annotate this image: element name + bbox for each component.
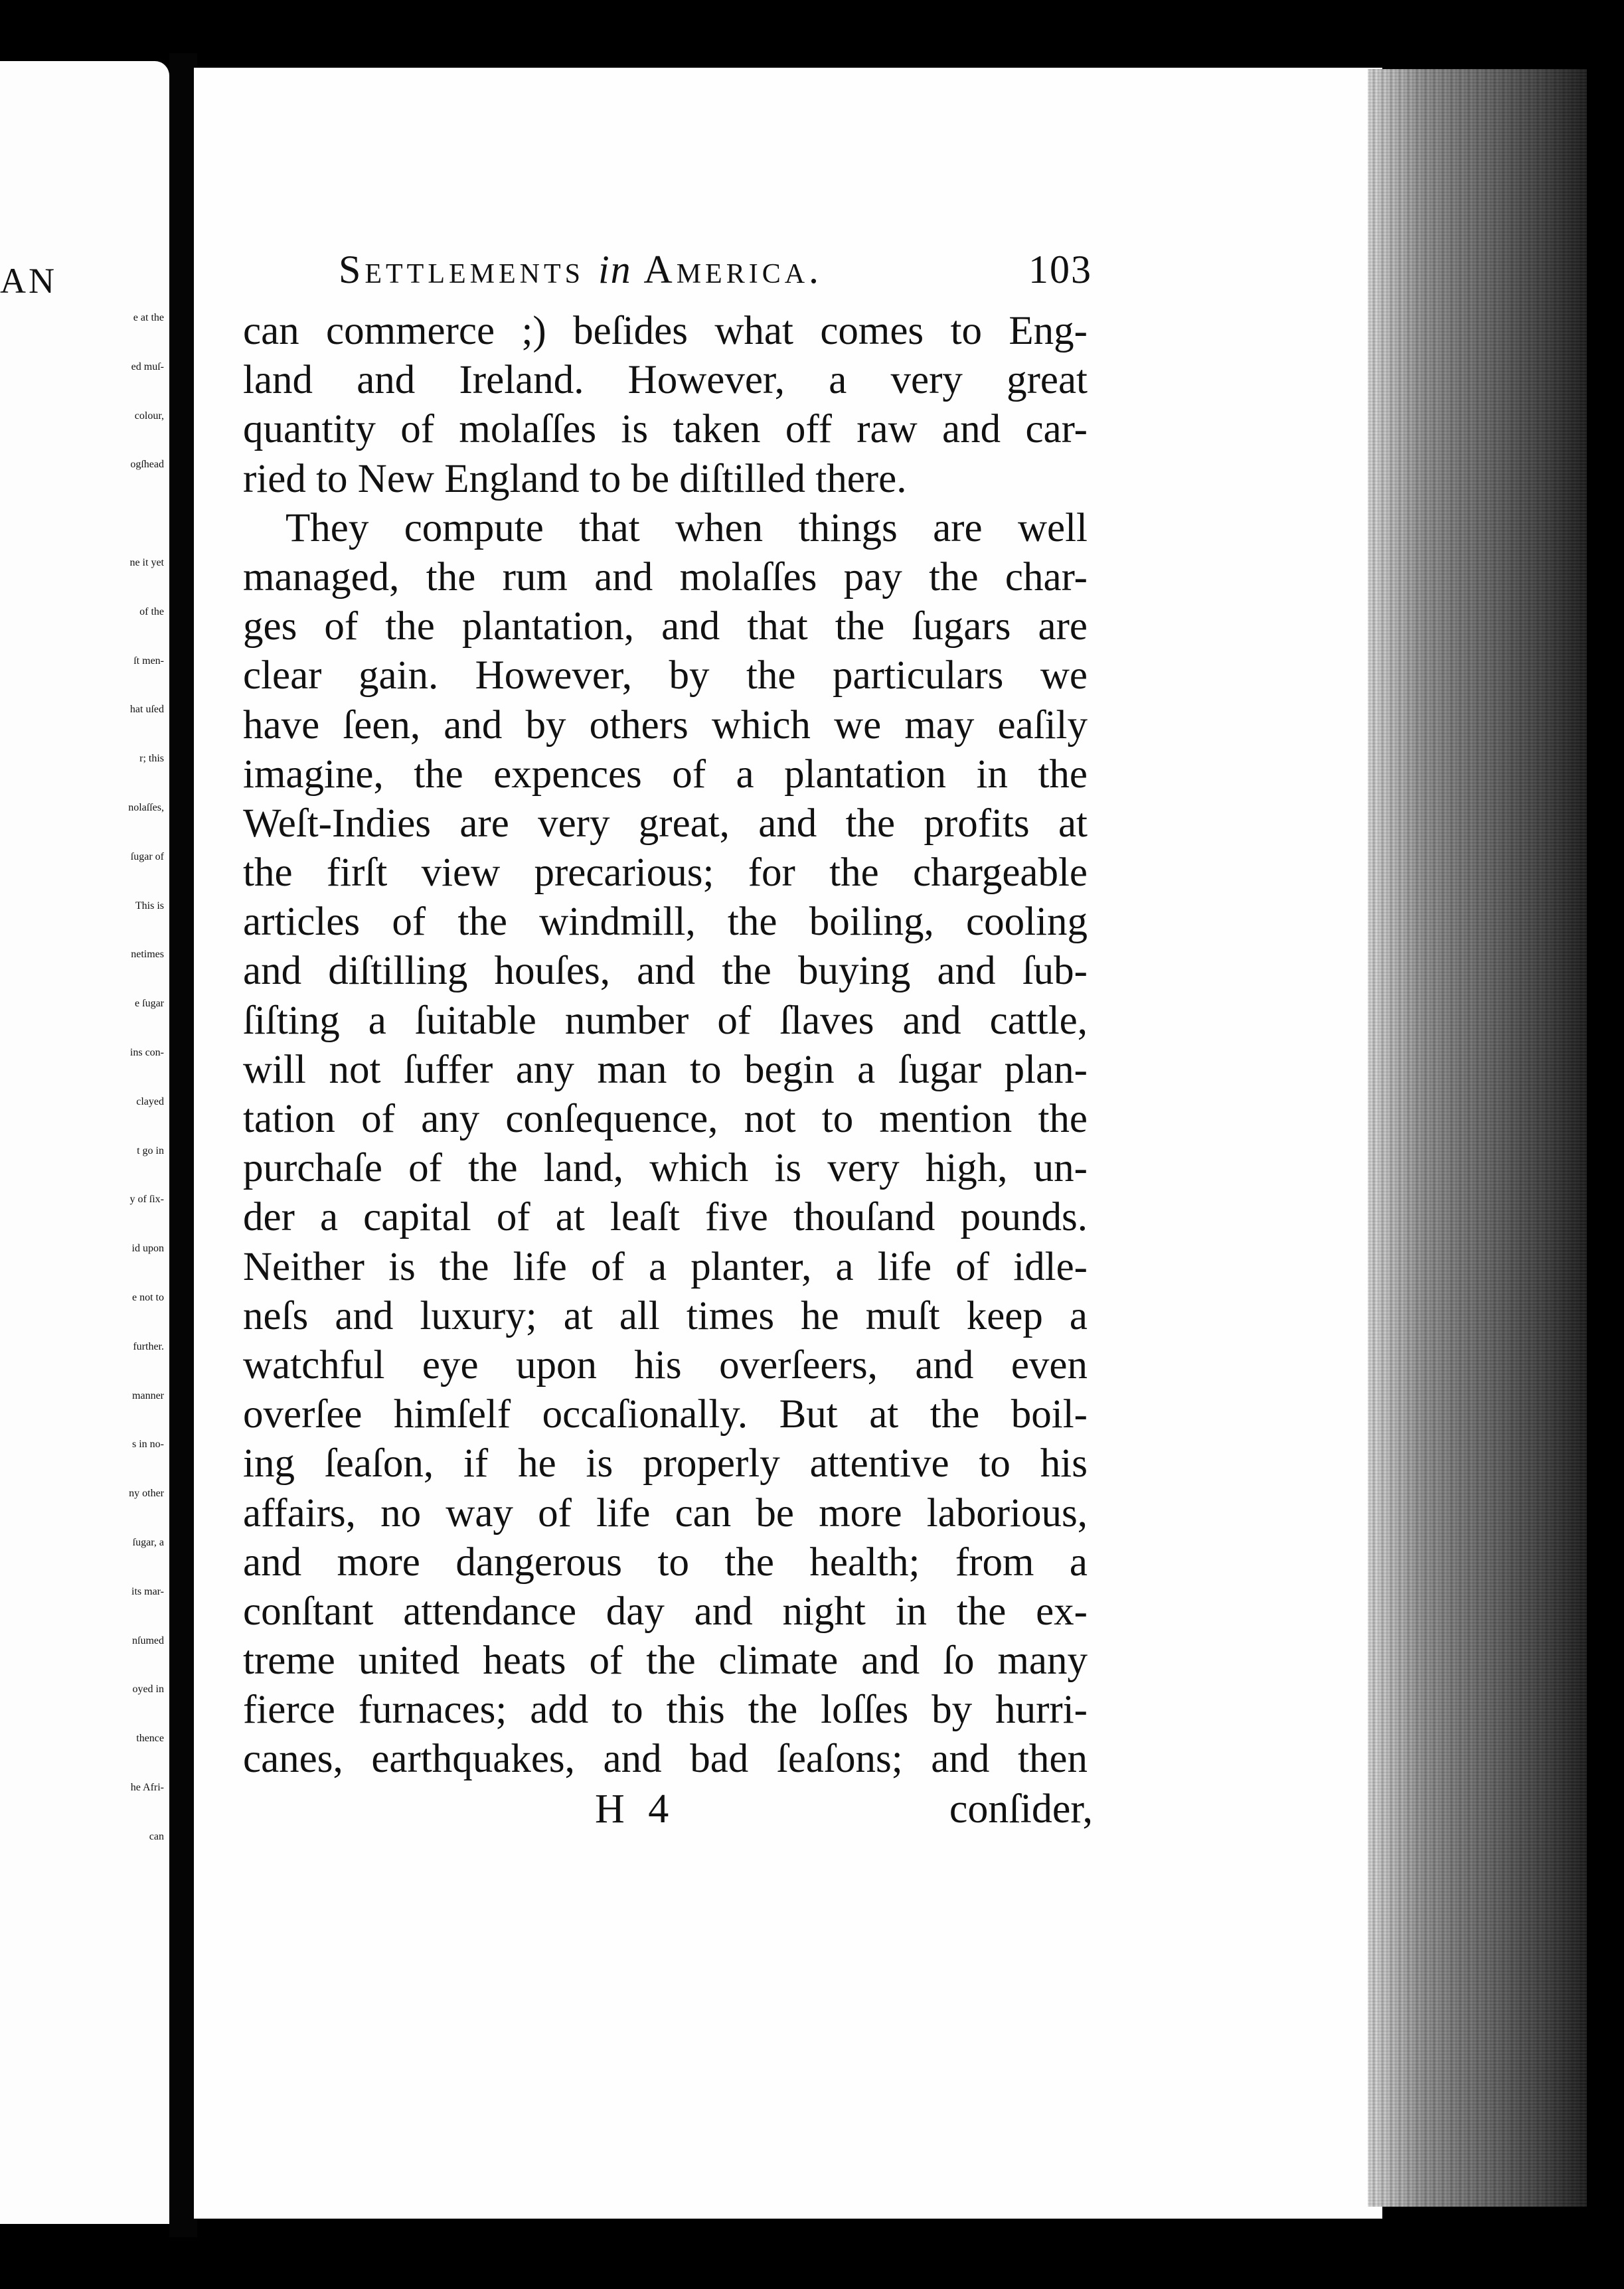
- left-text-line: ſugar, a: [132, 1536, 164, 1548]
- left-text-line: ogſhead: [130, 459, 164, 471]
- left-text-line: nolaſſes,: [128, 801, 164, 813]
- left-text-line: hat uſed: [129, 704, 164, 716]
- text-line: will not ſuffer any man to begin a ſugar plan-: [243, 1047, 1088, 1092]
- left-text-line: t go in: [137, 1144, 164, 1156]
- left-text-line: its mar-: [131, 1585, 164, 1597]
- running-head: [339, 247, 1092, 300]
- text-line: clear gain. However, by the particulars we: [243, 653, 1088, 698]
- text-line: and more dangerous to the health; from a: [243, 1539, 1088, 1585]
- text-line: land and Ireland. However, a very great: [243, 358, 1088, 403]
- left-text-line: e ſugar: [135, 998, 164, 1010]
- text-line: watchful eye upon his overſeers, and even: [243, 1342, 1088, 1387]
- page-fore-edge: [1368, 69, 1587, 2207]
- text-line: canes, earthquakes, and bad ſeaſons; and then: [243, 1737, 1088, 1782]
- left-text-line: This is: [135, 900, 164, 911]
- text-line: ried to New England to be diſtilled there.: [243, 456, 907, 501]
- left-text-line: oyed in: [132, 1684, 164, 1696]
- text-line: imagine, the expences of a plantation in the: [243, 751, 1088, 797]
- book-gutter: [169, 53, 197, 2237]
- running-head-title-start: Settlements: [339, 248, 598, 291]
- text-line: can commerce ;) beſides what comes to Eng-: [243, 309, 1088, 353]
- text-line: affairs, no way of life can be more laborious,: [243, 1490, 1088, 1536]
- text-line: overſee himſelf occaſionally. But at the boil-: [243, 1392, 1088, 1437]
- catchword: conſider,: [949, 1786, 1093, 1832]
- text-line: conſtant attendance day and night in the ex-: [243, 1589, 1088, 1634]
- left-text-line: clayed: [136, 1095, 164, 1107]
- left-text-line: thence: [136, 1733, 164, 1745]
- text-line: purchaſe of the land, which is very high, un-: [243, 1146, 1088, 1191]
- left-text-line: e not to: [132, 1291, 164, 1303]
- left-text-line: ne it yet: [129, 556, 164, 568]
- running-head-title: [339, 248, 823, 291]
- left-text-line: nſumed: [132, 1634, 164, 1646]
- text-line: have ſeen, and by others which we may eaſily: [243, 702, 1088, 748]
- running-head-title-italic: in: [598, 248, 632, 291]
- signature-mark: H 4: [595, 1786, 676, 1832]
- text-line: ſiſting a ſuitable number of ſlaves and cattle,: [243, 998, 1088, 1043]
- left-text-line: ins con-: [129, 1046, 164, 1058]
- left-text-line: s in no-: [132, 1439, 164, 1451]
- left-text-line: id upon: [131, 1243, 164, 1255]
- text-line: neſs and luxury; at all times he muſt keep a: [243, 1293, 1088, 1338]
- page-footer: [243, 1786, 1093, 1839]
- left-page-text: [128, 312, 164, 1880]
- left-text-line: [128, 508, 164, 557]
- left-text-line: ſugar of: [130, 850, 164, 862]
- text-line: ing ſeaſon, if he is properly attentive to his: [243, 1441, 1088, 1486]
- text-line: and diſtilling houſes, and the buying and ſub-: [243, 949, 1088, 994]
- left-text-line: ny other: [129, 1488, 164, 1500]
- running-head-title-end: America.: [631, 248, 823, 291]
- left-text-line: manner: [132, 1389, 164, 1401]
- left-text-line: further.: [133, 1340, 164, 1352]
- left-text-line: r; this: [139, 753, 164, 765]
- text-line: ges of the plantation, and that the ſugars are: [243, 604, 1088, 649]
- left-text-line: ed muſ-: [131, 360, 164, 372]
- left-text-line: ſt men-: [133, 655, 164, 667]
- left-text-line: y of ſix-: [129, 1194, 164, 1206]
- left-text-line: can: [149, 1830, 164, 1842]
- left-facing-page: [0, 61, 169, 2224]
- text-line: der a capital of at leaſt five thouſand pounds.: [243, 1195, 1088, 1240]
- text-line: They compute that when things are well: [285, 505, 1088, 550]
- left-text-line: e at the: [133, 312, 164, 323]
- page-body-text: [243, 307, 1088, 1784]
- text-line: tation of any conſequence, not to mention the: [243, 1097, 1088, 1141]
- text-line: fierce furnaces; add to this the loſſes by hurri-: [243, 1688, 1088, 1733]
- page-number: 103: [1028, 248, 1092, 291]
- text-line: Weſt-Indies are very great, and the profits at: [243, 801, 1088, 846]
- text-line: managed, the rum and molaſſes pay the char-: [243, 554, 1088, 599]
- text-line: the firſt view precarious; for the chargeable: [243, 850, 1088, 896]
- left-text-line: he Afri-: [130, 1781, 164, 1793]
- text-line: articles of the windmill, the boiling, cooling: [243, 900, 1088, 945]
- left-text-line: netimes: [131, 949, 164, 961]
- text-line: Neither is the life of a planter, a life of idle-: [243, 1244, 1088, 1289]
- text-line: quantity of molaſſes is taken off raw and car-: [243, 407, 1088, 452]
- left-text-line: of the: [139, 605, 164, 617]
- left-running-head-fragment: AN: [0, 261, 57, 301]
- text-line: treme united heats of the climate and ſo many: [243, 1638, 1088, 1684]
- left-text-line: colour,: [134, 410, 164, 422]
